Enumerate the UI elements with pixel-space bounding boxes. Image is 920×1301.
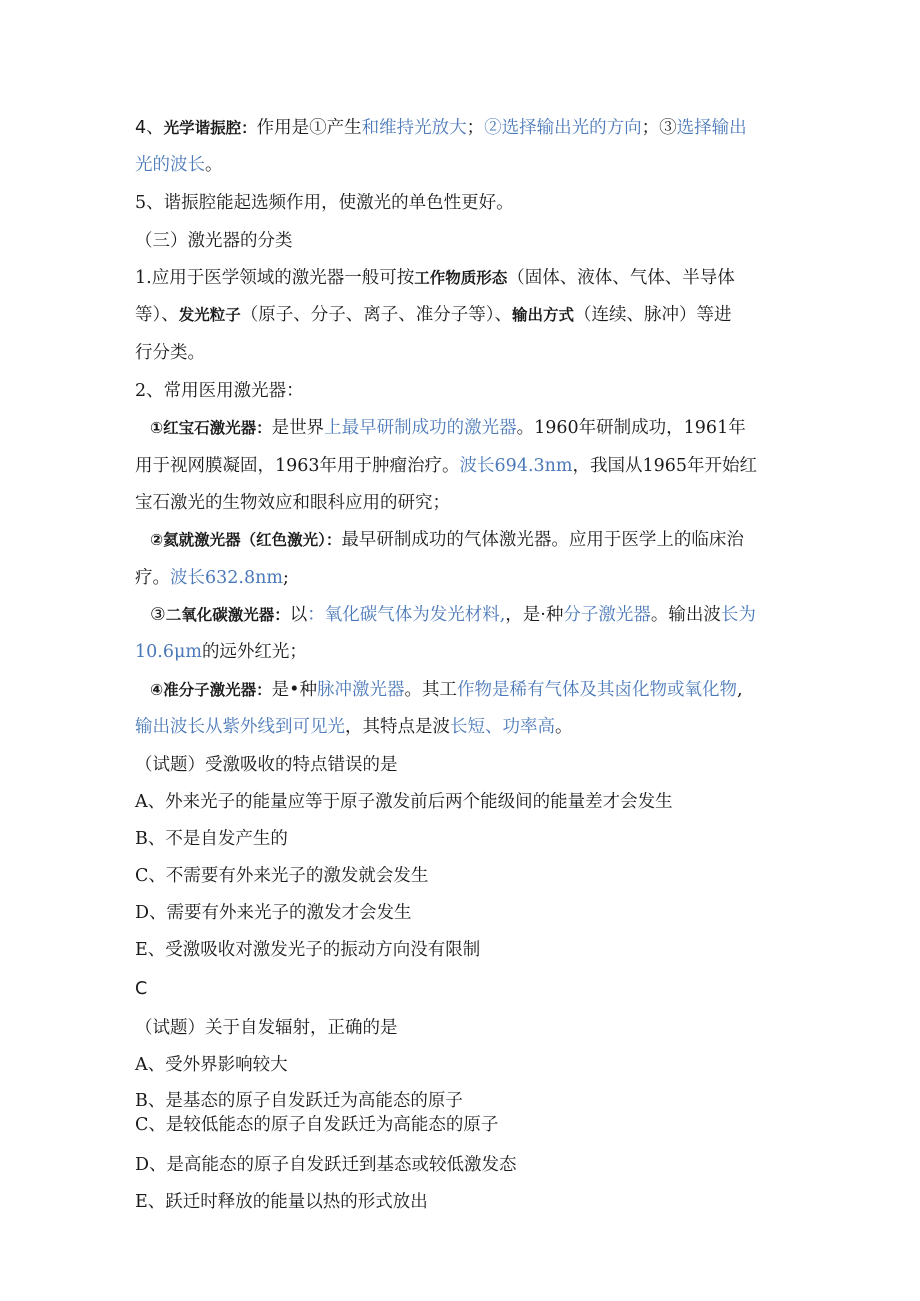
item-5: 5、谐振腔能起选频作用，使激光的单色性更好。 [135, 193, 514, 213]
ruby-line-1: ①红宝石激光器：是世界上最早研制成功的激光器。1960年研制成功，1961年 [150, 418, 746, 438]
question-1-option-b: B、不是自发产生的 [135, 829, 288, 849]
excimer-line-2: 输出波长从紫外线到可见光，其特点是波长短、功率高。 [135, 717, 573, 737]
question-2-option-e: E、跃迁时释放的能量以热的形式放出 [135, 1192, 428, 1212]
resonator-line-1: 4、光学谐振腔：作用是①产生和维持光放大；②选择输出光的方向；③选择输出 [135, 118, 747, 138]
co2-line-1: ③二氧化碳激光器：以：氧化碳气体为发光材料,，是·种分子激光器。输出波长为 [150, 605, 756, 625]
question-2-option-c: C、是较低能态的原子自发跃迁为高能态的原子 [135, 1115, 499, 1135]
classify-line-3: 行分类。 [135, 343, 205, 363]
classify-line-1: 1.应用于医学领域的激光器一般可按工作物质形态（固体、液体、气体、半导体 [135, 268, 735, 288]
resonator-line-2: 光的波长。 [135, 155, 223, 175]
hene-line-1: ②氦就激光器（红色激光）：最早研制成功的气体激光器。应用于医学上的临床治 [150, 530, 744, 550]
question-1-option-d: D、需要有外来光子的激发才会发生 [135, 903, 412, 923]
question-1-option-c: C、不需要有外来光子的激发就会发生 [135, 866, 429, 886]
question-2-option-a: A、受外界影响较大 [135, 1055, 288, 1075]
question-1-answer: C [135, 979, 148, 999]
ruby-line-2: 用于视网膜凝固，1963年用于肿瘤治疗。波长694.3nm，我国从1965年开始红 [135, 456, 758, 476]
question-1-option-a: A、外来光子的能量应等于原子激发前后两个能级间的能量差才会发生 [135, 792, 673, 812]
question-2-option-b: B、是基态的原子自发跃迁为高能态的原子 [135, 1091, 463, 1111]
question-2-stem: （试题）关于自发辐射，正确的是 [135, 1018, 398, 1038]
hene-line-2: 疗。波长632.8nm; [135, 568, 289, 588]
section-heading-classification: （三）激光器的分类 [135, 231, 293, 251]
question-1-stem: （试题）受激吸收的特点错误的是 [135, 755, 398, 775]
excimer-line-1: ④准分子激光器：是•种脉冲激光器。其工作物是稀有气体及其卤化物或氧化物, [150, 680, 743, 700]
common-lasers-heading: 2、常用医用激光器： [135, 381, 304, 401]
co2-line-2: 10.6μm的远外红光； [135, 642, 307, 662]
question-2-option-d: D、是高能态的原子自发跃迁到基态或较低激发态 [135, 1155, 517, 1175]
resonator-term: 光学谐振腔： [163, 119, 257, 137]
classify-line-2: 等）、发光粒子（原子、分子、离子、准分子等）、输出方式（连续、脉冲）等进 [135, 305, 732, 325]
question-1-option-e: E、受激吸收对激发光子的振动方向没有限制 [135, 940, 481, 960]
ruby-line-3: 宝石激光的生物效应和眼科应用的研究； [135, 493, 450, 513]
